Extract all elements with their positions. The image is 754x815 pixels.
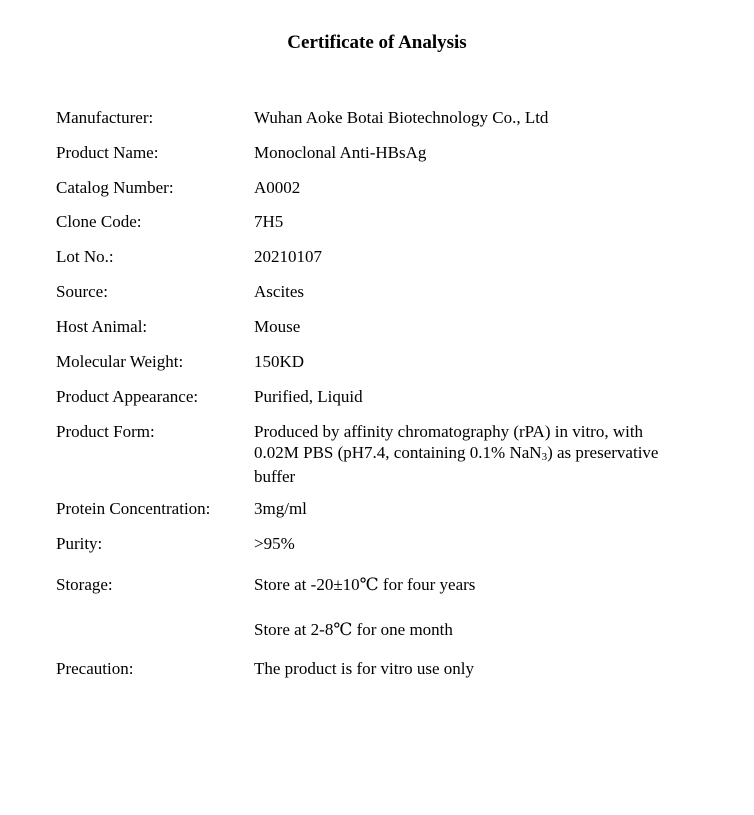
- source-label: Source:: [56, 282, 108, 301]
- product-name-value: Monoclonal Anti-HBsAg: [254, 143, 427, 162]
- source-value: Ascites: [254, 282, 305, 301]
- purity-value: >95%: [254, 534, 295, 553]
- product-form-line-2-suffix: ) as preservative: [547, 443, 659, 462]
- document-title: Certificate of Analysis: [287, 32, 467, 53]
- protein-concentration-value: 3mg/ml: [254, 499, 307, 518]
- product-form-value: [254, 421, 714, 487]
- catalog-number-label: Catalog Number:: [56, 178, 174, 197]
- product-appearance-label: Product Appearance:: [56, 387, 199, 406]
- clone-code-value: 7H5: [254, 212, 284, 231]
- purity-label: Purity:: [56, 534, 103, 553]
- host-animal-label: Host Animal:: [56, 317, 148, 336]
- product-form-line-2-prefix: 0.02M PBS (pH7.4, containing 0.1% NaN: [254, 443, 542, 462]
- host-animal-value: Mouse: [254, 317, 301, 336]
- product-form-line-2: [254, 442, 714, 466]
- product-appearance-value: Purified, Liquid: [254, 387, 363, 406]
- precaution-label: Precaution:: [56, 659, 134, 678]
- product-form-line-3: buffer: [254, 467, 296, 486]
- product-form-line-1: Produced by affinity chromatography (rPA) in vitro, with: [254, 422, 644, 441]
- precaution-value: The product is for vitro use only: [254, 659, 475, 678]
- storage-value-1: Store at -20±10℃ for four years: [254, 575, 476, 594]
- storage-label: Storage:: [56, 575, 113, 594]
- product-form-line-2-subscript: 3: [541, 451, 548, 463]
- molecular-weight-value: 150KD: [254, 352, 305, 371]
- lot-no-label: Lot No.:: [56, 247, 114, 266]
- product-form-label: Product Form:: [56, 422, 155, 441]
- clone-code-label: Clone Code:: [56, 212, 142, 231]
- molecular-weight-label: Molecular Weight:: [56, 352, 184, 371]
- storage-value-2: Store at 2-8℃ for one month: [254, 620, 453, 639]
- manufacturer-label: Manufacturer:: [56, 108, 154, 127]
- protein-concentration-label: Protein Concentration:: [56, 499, 211, 518]
- manufacturer-value: Wuhan Aoke Botai Biotechnology Co., Ltd: [254, 108, 549, 127]
- product-name-label: Product Name:: [56, 143, 159, 162]
- catalog-number-value: A0002: [254, 178, 301, 197]
- lot-no-value: 20210107: [254, 247, 322, 266]
